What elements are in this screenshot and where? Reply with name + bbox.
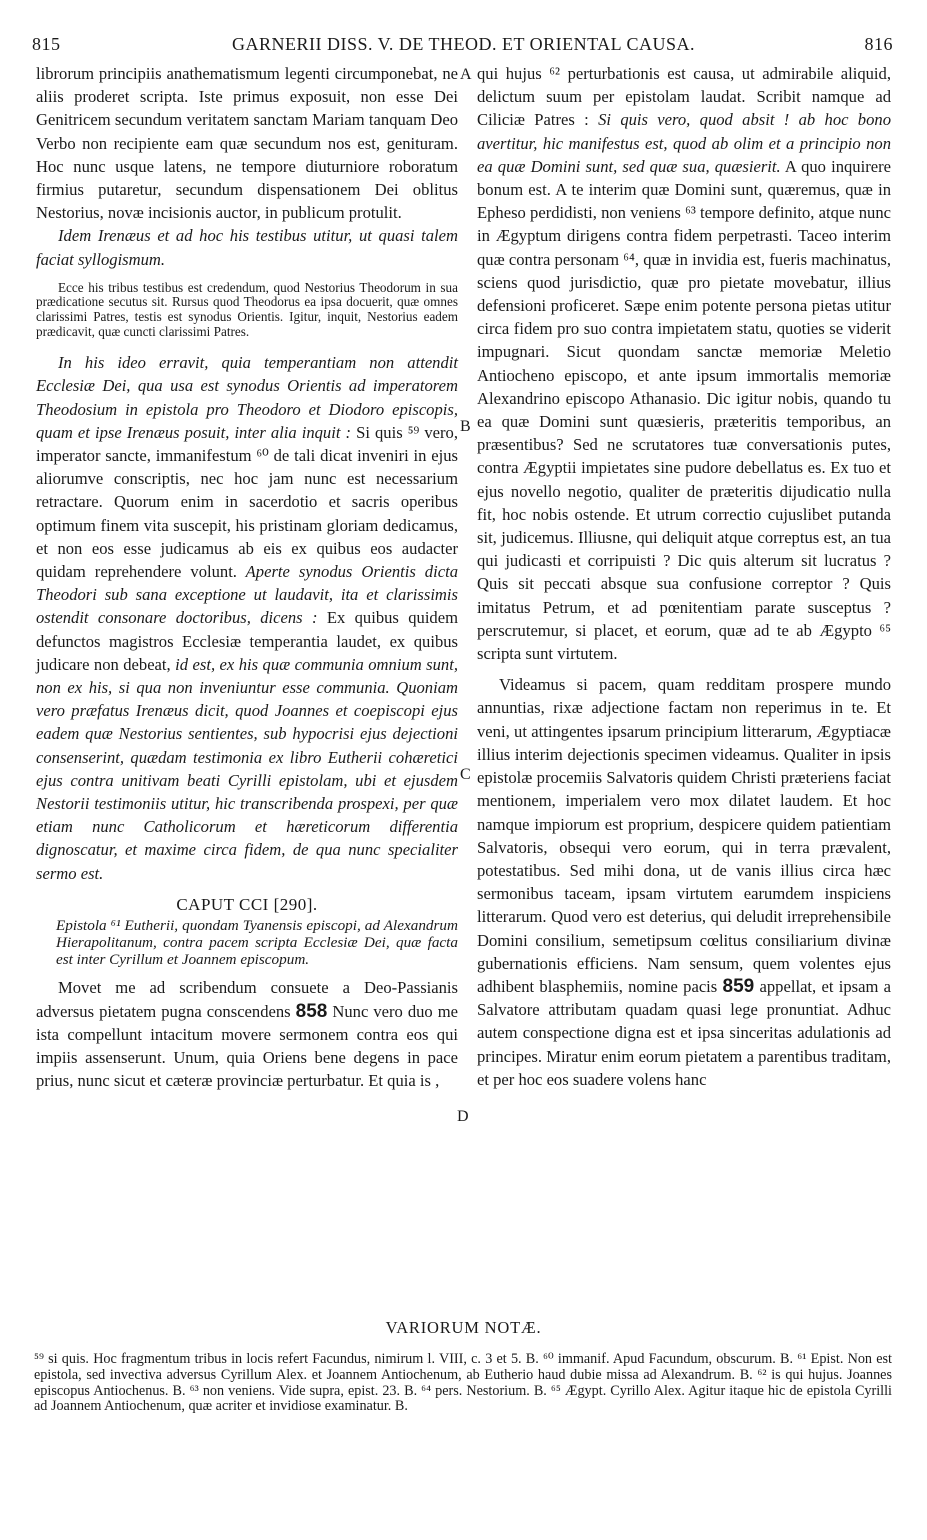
- right-paragraph-2: [477, 673, 891, 1091]
- right-column: [477, 62, 891, 1091]
- left-p4-italic-c: Aperte synodus Orientis dicta Theodori sub sana exceptione ut laudavit, ita et clarissimis ostendit consonare doctoribus, dicens :: [36, 562, 458, 628]
- left-paragraph-1: librorum principiis anathematismum legenti circumponebat, ne aliis proderet scripta. Iste primus exposuit, non esse Dei Genitricem secundum veritatem sanctam Mariam tanquam Deo Verbo non recipiente eam quæ secundum nos est, genituram. Hoc nunc usque latens, ne tempore diuturniore roboratum firmius putaretur, secundum dispensationem Dei oblitus Nestorius, novæ incisionis auctor, in publicum protulit.: [36, 64, 458, 223]
- column-number-859: 859: [722, 975, 755, 997]
- running-header: [0, 34, 927, 60]
- notes-heading: VARIORUM NOTÆ.: [385, 1318, 542, 1337]
- chapter-heading: CAPUT CCI [290].: [176, 894, 318, 914]
- right-p1-text-a: qui hujus ⁶² perturbationis est causa, ut admirabile aliquid, delictum suum per epistolam laudat. Scribit namque ad Ciliciæ Patres :: [477, 64, 891, 130]
- left-p4-italic-a: In his ideo erravit, quia temperantiam non attendit Ecclesiæ Dei, qua usa est synodus Orientis ad imperatorem Theodosium in epistola pro Theodoro et Diodoro episcopis, quam et ipse Irenæus posuit, inter alia inquit :: [36, 353, 458, 442]
- left-p4-roman-b: Si quis ⁵⁹ vero, imperator sancte, immanifestum ⁶⁰ de tali dicat inveniri in ejus aliorumve conscriptis, nec hoc jam nunc est necessarium retractare. Quorum enim in sacerdotio et sacris operibus optimum finem vita suscepit, his pristinam gloriam dedicamus, et non eos esse judicamus ab eis ex quibus eos audacter quidam reprehendere volunt.: [36, 422, 458, 582]
- left-p5-text-a: Movet me ad scribendum consuete a Deo-Passianis adversus pietatem pugna conscendens: [36, 978, 458, 1021]
- column-number-858: 858: [295, 1000, 328, 1022]
- left-italic-text: Idem Irenæus et ad hoc his testibus utitur, ut quasi talem faciat syllogismum.: [36, 226, 458, 269]
- margin-letter-d: D: [457, 1108, 469, 1125]
- right-p2-text-a: Videamus si pacem, quam redditam prospere mundo annuntias, rixæ adjectione factam non reperimus in te. Et veni, ut attingentes ipsarum principium litterarum, Ægyptiacæ illius interim dejectionis specimen videamus. Qualiter in ipsis epistolæ procemiis Salvatoris quidem Christi præteriens faciat mentionem, imperialem vero mox dilatet laudem. Et hoc namque impiorum est proprium, despicere quidem patientiam Salvatoris, obsequi vero eorum, qui in terra prævalent, potestatibus. Sed mihi dona, ut de vanis illius circa hæc sermonibus taceam, ipsam virtutem earumdem inspiciens litterarum. Quod vero est deterius, qui deludit irreprehensibile Domini consilium, semetipsum cœlitus consiliarium divinæ gubernationis efficiens. Nam sensum, quem volentes ejus adhibent blasphemiis, nomine pacis: [477, 675, 891, 996]
- chapter-subtitle: Epistola ⁶¹ Eutherii, quondam Tyanensis episcopi, ad Alexandrum Hierapolitanum, contra pacem scripta Ecclesiæ Dei, quæ facta est inter Cyrillum et Joannem episcopum.: [56, 917, 458, 968]
- right-p1-text-c: A quo inquirere bonum est. A te interim quæ Domini sunt, quæremus, quæ in Epheso perdidisti, non veniens ⁶³ tempore definito, atque nunc in Ægyptum dirigens contra fidem perpetrasti. Taceo interim quæ contra personam ⁶⁴, quæ in invidia est, fueris machinatus, sciens quod jurisdictio, quæ pro pietate movebatur, illius defensioni proficeret. Sæpe enim potente persona pietas utitur circa fidem pro suo contra impietatem statu, quoties se viderit impugnari. Sicut quondam sanctæ memoriæ Meletio Antiocheno episcopo, et ante ipsum immortalis memoriæ Alexandrino episcopo Athanasio. Dic igitur nobis, quando tu ea quæ Domini sunt quæsieris, præteritis temporibus, an præsentibus? Sed ne scrutatores tuæ conversationis putes, contra Ægyptii impietates sine pudore debellatus es. Ex tuo et ejus novello negotio, qualiter de præteritis dijudicatio nulla fit, hoc nobis ostende. Et utrum correctio cujuslibet putanda sit, judicemus. Illiusne, qui deliquit atque correptus est, an tua qui judicasti et corripuisti ? Dic quis alterum sit lucratus ? Quis sit peccati absque sua confusione correptor ? Quis imitatus Petrum, et ad pœnitentiam parate susceptus ? perscrutemur, si placet, et eorum, quæ ad te ab Ægypto ⁶⁵ scripta sunt virtutem.: [477, 156, 891, 664]
- left-paragraph-5: [36, 976, 458, 1092]
- left-paragraph-2-italic: [36, 224, 458, 270]
- margin-letter-a: A: [460, 66, 472, 83]
- left-p4-roman-d: Ex quibus quidem defunctos magistros Ecclesiæ temperantia laudet, ex quibus judicare non debeat,: [36, 608, 458, 674]
- left-p5-text-b: Nunc vero duo me ista compellunt intacitum movere sermonem contra eos qui impiis assenserunt. Unum, quia Oriens bene degens in pace prius, nunc sicut et cæteræ provinciæ perturbatur. Et quia is ,: [36, 1001, 458, 1091]
- right-p2-text-b: appellat, et ipsam a Salvatore attributam quadam quasi lege pronuntiat. Adhuc autem conspectione digna est et ipsa sinceritas adulationis ad principes. Miratur enim eorum pietatem a parentibus traditam, et per hoc eos suadere volens hanc: [477, 976, 891, 1089]
- margin-letter-c: C: [460, 766, 471, 783]
- left-small-print: Ecce his tribus testibus est credendum, quod Nestorius Theodorum in sua prædicatione secutus sit. Rursus quod Theodorus ea ipsa docuerit, quæ omnes clarissimi Patres, testis est synodus Orientis. Igitur, inquit, Nestorius eadem prædicavit, quæ cuncti clarissimi Patres.: [36, 279, 458, 339]
- right-p1-italic-b: Si quis vero, quod absit ! ab hoc bono avertitur, hic manifestus est, quod ab olim et a principio non ea quæ Domini sunt, sed quæ sua, quæsierit.: [477, 110, 891, 176]
- right-paragraph-1: [477, 62, 891, 665]
- running-title: GARNERII DISS. V. DE THEOD. ET ORIENTAL CAUSA.: [231, 34, 696, 54]
- left-p4-italic-e: id est, ex his quæ communia omnium sunt, non ex his, si qua non inveniuntur esse communia. Quoniam vero præfatus Irenæus dicit, quod Joannes et coepiscopi ejus eadem quæ Nestorius sentientes, sub hypocrisi ejus dejectioni consenserint, quædam testimonia ex libro Eutherii cohæretici ejus contra unitivam beati Cyrilli epistolam, ubi et ejusdem Nestorii testimoniis utitur, hic transcribenda prospexi, per quæ etiam nunc Catholicorum et hæreticorum differentia dignoscatur, et maxime circa fidem, de qua nunc specialiter sermo est.: [36, 654, 458, 883]
- left-paragraph-4: [36, 351, 458, 885]
- margin-letter-b: B: [460, 418, 471, 435]
- left-column: [36, 62, 458, 1092]
- variorum-notes: ⁵⁹ si quis. Hoc fragmentum tribus in locis refert Facundus, nimirum l. VIII, c. 3 et 5. B. ⁶⁰ immanif. Apud Facundum, obscurum. B. ⁶¹ Epist. Non est epistola, sed invectiva adversus Cyrillum Alex. et Joannem Antiochenum, ab Eutherio haud dubie missa ad Alexandrum. B. ⁶² is qui hujus. Joannes episcopus Antiochenus. B. ⁶³ non veniens. Vide supra, epist. 23. B. ⁶⁴ pers. Nestorium. B. ⁶⁵ Ægypt. Cyrillo Alex. Agitur itaque hic de epistola Cyrilli ad Joannem Antiochenum, quæ acriter et invidiose examinatur. B.: [34, 1351, 892, 1415]
- page-number-left: 815: [32, 34, 61, 54]
- page-number-right: 816: [864, 34, 893, 54]
